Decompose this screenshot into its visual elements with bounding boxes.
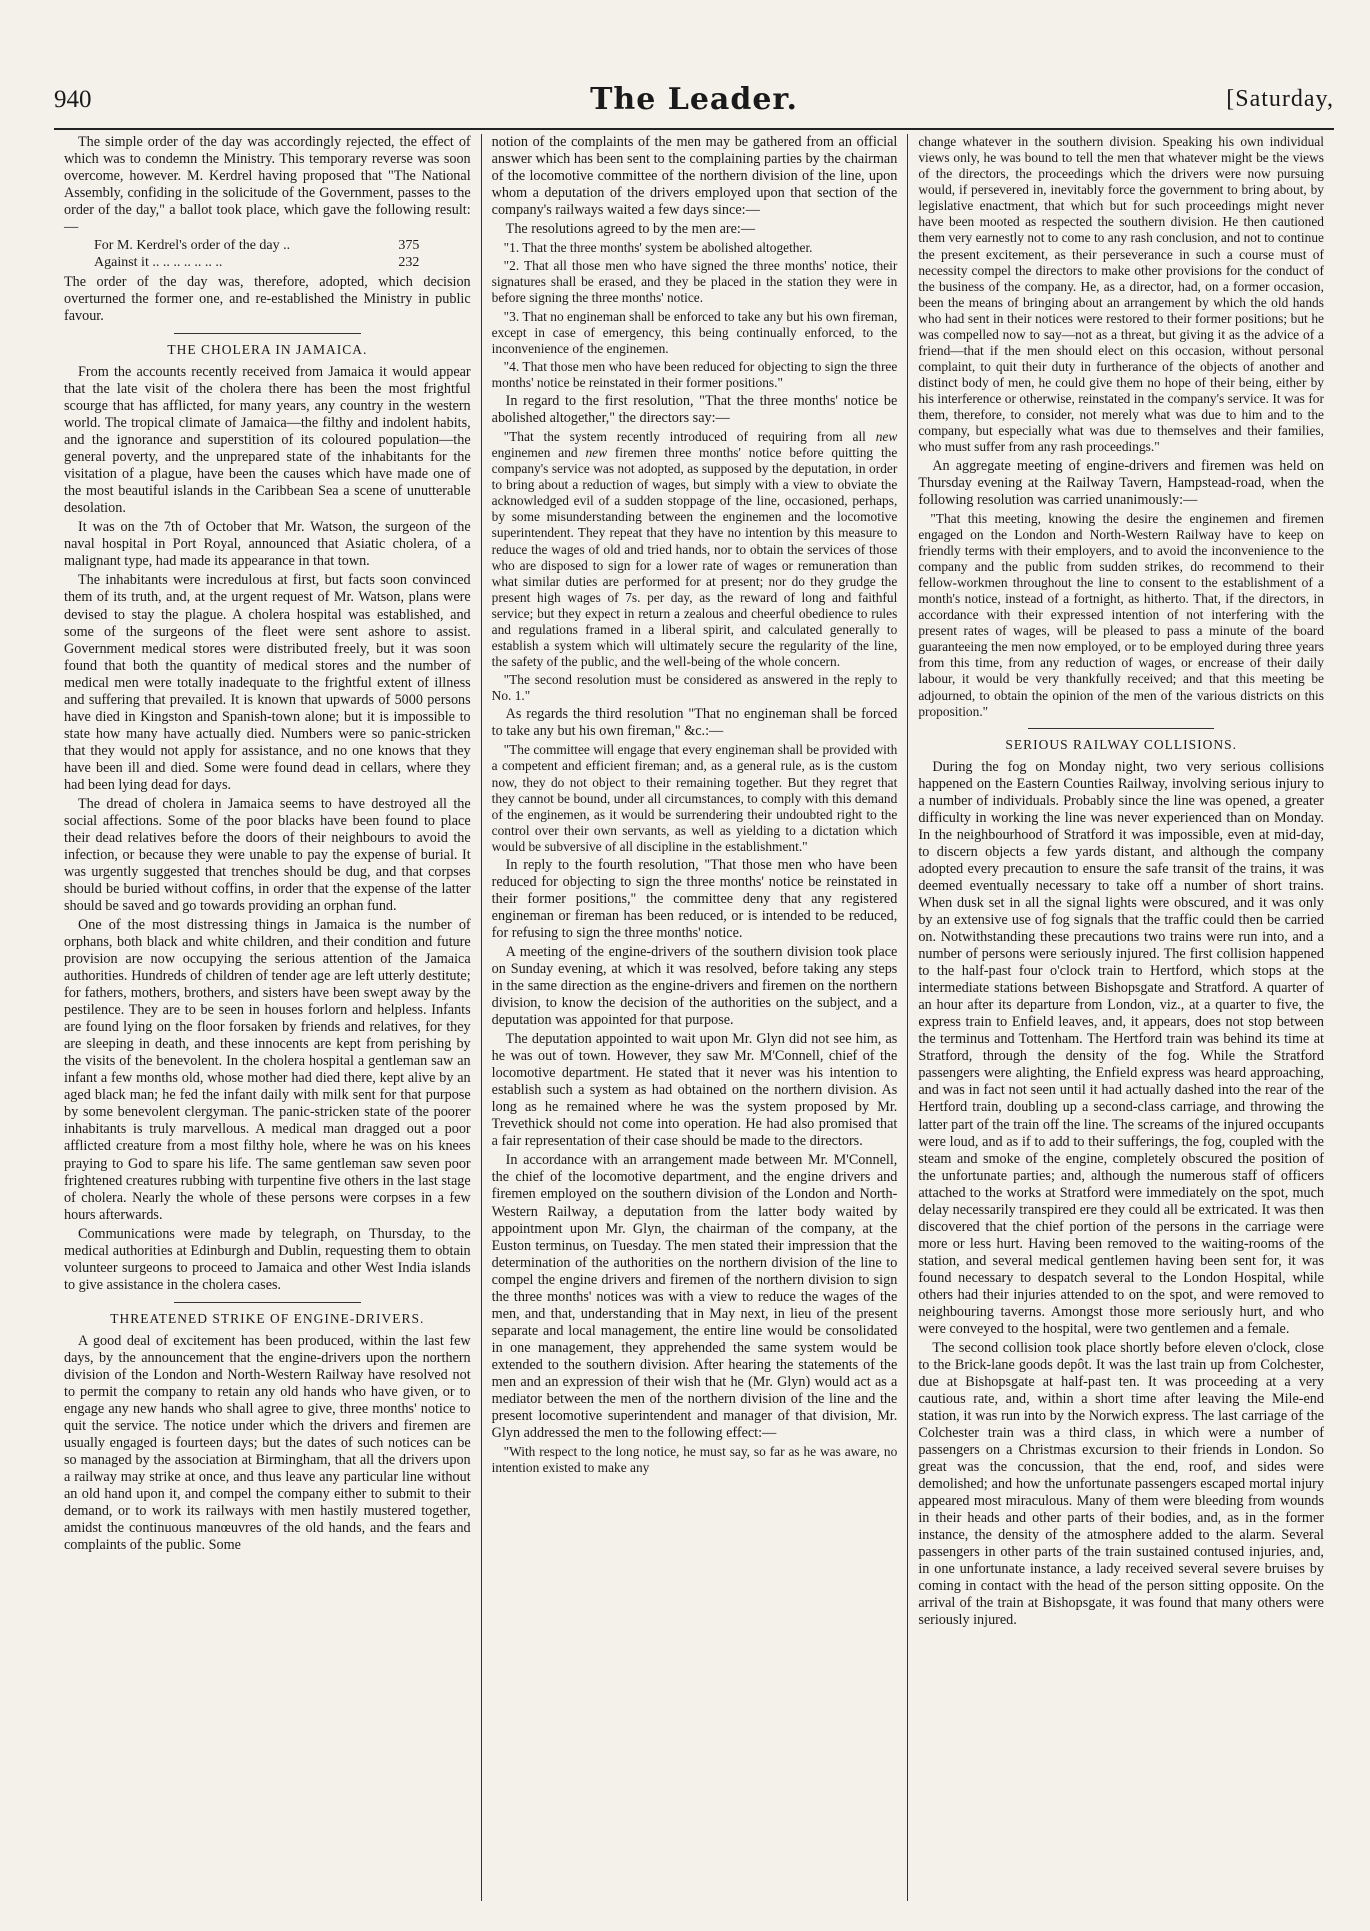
paragraph: The second collision took place shortly before eleven o'clock, close to the Brick-lane goods depôt. It was the last train up from Colchester, due at Bishopsgate at half-past ten. It was proceeding at a very cautious rate, and, within a short time after leaving the Mile-end station, it was run into by the Norwich express. The last carriage of the Colchester train was a third class, in which were a number of passengers on a Christmas excursion to their friends in London. So great was the concussion, that the end, roof, and sides were demolished; and how the unfortunate passengers escaped mortal injury appeared most miraculous. Many of them were bleeding from wounds in their heads and other parts of their bodies, and, as in the former instance, the density of the atmosphere added to the alarm. Several passengers in other parts of the train sustained contused injuries, and, in one unfortunate instance, a lady received several severe bruises by coming in contact with the head of the person sitting opposite. On the arrival of the train at Bishopsgate, it was found that many others were seriously injured. bbox=[918, 1339, 1324, 1629]
resolution-1: "1. That the three months' system be abolished altogether. bbox=[503, 240, 813, 256]
page-header bbox=[54, 82, 1334, 126]
paragraph: The deputation appointed to wait upon Mr. Glyn did not see him, as he was out of town. However, they saw Mr. M'Connell, chief of the locomotive department. He stated that it never was his intention to establish such a system as had obtained on the northern division. As long as he remained where he was the system proposed by Mr. Trevethick should not come into operation. He had also promised that a fair representation of their case should be made to the directors. bbox=[491, 1031, 898, 1150]
committee-reply: "The committee will engage that every engineman shall be provided with a competent and efficient fireman; and, as a general rule, as is the custom now, they do not object to their remaining together. But they regret that they cannot be bound, under all circumstances, to comply with this demand of the enginemen, as it would be surrendering their undoubted right to the control over their own servants, as well as yielding to a dictation which would be subversive of all discipline in the establishment." bbox=[491, 742, 898, 854]
quote-emphasis: new bbox=[585, 445, 608, 461]
masthead-title: The Leader. bbox=[590, 82, 798, 117]
quote-emphasis: new bbox=[875, 428, 898, 444]
glyn-address: "With respect to the long notice, he must say, so far as he was aware, no intention existed to make any bbox=[491, 1443, 898, 1476]
glyn-address-continued: change whatever in the southern division. Speaking his own individual views only, he was bound to tell the men that whatever might be the views of the directors, the proceedings which the drivers were now pursuing would, if persevered in, inevitably force the government to bring about, by legislative enactment, that which but for such proceedings might never have been mooted as respected the southern division. He then cautioned them very earnestly not to come to any rash conclusion, and not to continue the present excitement, as their perseverance in such a course must of necessity compel the directors to make other provisions for the conduct of the business of the company. He, as a director, had, on a former occasion, been the means of bringing about an arrangement by which the old hands who had sent in their notices were restored to their former positions; but he was compelled now to say—not as a threat, but giving it as the advice of a friend—that if the men should elect on this occasion, without personal complaint, to quit their duty in furtherance of the objects of another and distinct body of men, he could give them no hope of their being, either by his interference or otherwise, reinstated in the company's service. It was for them, therefore, to consider, not merely what was due to him and to the company, but especially what was due to themselves and their families, who must suffer from any rash proceedings." bbox=[918, 134, 1324, 455]
ballot-value: 375 bbox=[398, 238, 420, 254]
paragraph: In accordance with an arrangement made between Mr. M'Connell, the chief of the locomotive department, and the engine drivers and firemen employed on the southern division of the London and North-Western Railway, a deputation from the latter body waited by appointment upon Mr. Glyn, the chairman of the company, at the Euston terminus, on Tuesday. The men stated their impression that the determination of the authorities on the northern division of the line to compel the engine drivers and firemen of the northern division to sign the three months' notices was with a view to reduce the wages of the men, and that, understanding that in May next, in lieu of the present separate and local management, the entire line would be consolidated in one management, they apprehended the same system would be extended to the southern division. After hearing the statements of the men and an expression of their wish that he (Mr. Glyn) would act as a mediator between the men of the northern division of the line and the present locomotive superintendent and manager of that division, Mr. Glyn addressed the men to the following effect:— bbox=[491, 1152, 898, 1441]
ballot-label: Against it .. .. .. .. .. .. .. bbox=[94, 254, 223, 270]
paragraph: In regard to the first resolution, "That the three months' notice be abolished altogether," the directors say:— bbox=[491, 392, 898, 426]
ballot-value: 232 bbox=[398, 254, 420, 270]
paragraph: As regards the third resolution "That no engineman shall be forced to take any but his own fireman," &c.:— bbox=[491, 706, 898, 740]
divider bbox=[174, 1302, 361, 1303]
ballot-label: For M. Kerdrel's order of the day .. bbox=[94, 238, 291, 254]
directors-reply-1 bbox=[492, 429, 898, 670]
paragraph: In reply to the fourth resolution, "That those men who have been reduced for objecting to sign the three months' notice be reinstated in their former positions," the committee deny that any registered engineman or fireman has been reduced, or is intended to be reduced, for refusing to sign the three months' notice. bbox=[491, 856, 898, 942]
paragraph: The dread of cholera in Jamaica seems to have destroyed all the social affections. Some of the poor blacks have been found to place their dead relatives before the doors of their neighbours to avoid the infection, or because they were unable to pay the expense of burial. It was urgently suggested that trenches should be dug, and that corpses should be buried without coffins, in order that the expense of the latter should be saved and go towards providing an orphan fund. bbox=[64, 795, 471, 915]
paragraph: Communications were made by telegraph, on Thursday, to the medical authorities at Edinburgh and Dublin, requesting them to obtain volunteer surgeons to proceed to Jamaica and other West India islands to give assistance in the cholera cases. bbox=[64, 1225, 471, 1293]
header-rule bbox=[54, 128, 1334, 130]
heading-cholera: THE CHOLERA IN JAMAICA. bbox=[167, 341, 368, 357]
paragraph: One of the most distressing things in Jamaica is the number of orphans, both black and white children, and their condition and future provision are now occupying the serious attention of the Jamaica authorities. Hundreds of children of tender age are left utterly destitute; for fathers, mothers, brothers, and sisters have been swept away by the pestilence. They are to be seen in houses forlorn and helpless. Infants are found lying on the floor forsaken by friends and relatives, for they are sleeping in death, and these innocents are kept from perishing by the visits of the benevolent. In the cholera hospital a gentleman saw an infant a few months old, whose mother had died there, kept alive by an aged black man; he fed the infant daily with milk sent for that purpose by some benevolent clergyman. The panic-stricken state of the poorer inhabitants is truly marvellous. A medical man dragged out a poor afflicted creature from a most filthy hole, where he was on his knees praying to God to spare his life. The same gentleman saw seven poor frightened creatures rubbing with turpentine five others in the last stage of cholera. Nearly the whole of these persons were corpses in a few hours afterwards. bbox=[64, 917, 471, 1223]
article-columns bbox=[54, 134, 1334, 1901]
column-1 bbox=[54, 134, 481, 1901]
header-day: [Saturday, bbox=[1226, 86, 1334, 112]
paragraph: A good deal of excitement has been produced, within the last few days, by the announcement that the engine-drivers upon the northern division of the London and North-Western Railway have resolved not to permit the company to retain any old hands who have given, or to engage any new hands who shall agree to give, three months' notice to quit the service. The notice under which the drivers and firemen are usually engaged is fourteen days; but the dates of such notices can be so managed by the association at Birmingham, that all the drivers upon a railway may strike at once, and thus leave any particular line without an old hand upon it, and compel the company either to submit to their demand, or to work its railways with men hastily mustered together, amidst the continuous manœuvres of the old hands, and the fears and complaints of the public. Some bbox=[64, 1332, 471, 1554]
divider bbox=[1028, 728, 1215, 729]
directors-reply-2: "The second resolution must be considered as answered in the reply to No. 1." bbox=[491, 672, 898, 704]
meeting-resolution: "That this meeting, knowing the desire the enginemen and firemen engaged on the London and North-Western Railway have to keep on friendly terms with their employers, and to avoid the inconvenience to the company and the public from sudden strikes, do recommend to their fellow-workmen throughout the line to consent to the establishment of a month's notice, instead of a fortnight, as hitherto. That, if the directors, in accordance with their expressed intention of not interfering with the present rates of wages, will be pleased to pass a minute of the board guaranteeing the men now employed, or to be employed during three years from this time, from any reduction of wages, or encrease of their daily labour, it would be very thankfully received; and that this meeting be adjourned, to obtain the opinion of the men of the various districts on this proposition." bbox=[918, 510, 1324, 719]
paragraph: A meeting of the engine-drivers of the southern division took place on Sunday evening, at which it was resolved, before taking any steps in the same direction as the engine-drivers and firemen on the northern division, to know the decision of the authorities on the subject, and a deputation was appointed for that purpose. bbox=[491, 944, 898, 1029]
ballot-row-for bbox=[94, 238, 419, 255]
paragraph: The resolutions agreed to by the men are:— bbox=[505, 221, 756, 238]
quote-text: enginemen and bbox=[491, 445, 586, 461]
paragraph: The inhabitants were incredulous at first, but facts soon convinced them of its truth, and, at the urgent request of Mr. Watson, plans were devised to stay the plague. A cholera hospital was established, and some of the surgeons of the fleet were sent ashore to assist. Government medical stores were distributed freely, but it was soon found that both the quantity of medical stores and the number of medical men were totally inadequate to the frightful extent of illness and suffering that prevailed. It is known that upwards of 5000 persons have died in Kingston and Spanish-town alone; but it is impossible to state how many have actually died. Numbers were so panic-stricken that they would not apply for assistance, and no one knows that they have been ill and died. Some were found dead in cellars, where they had been lying dead for days. bbox=[64, 572, 471, 793]
column-3 bbox=[907, 134, 1334, 1901]
paragraph: An aggregate meeting of engine-drivers and firemen was held on Thursday evening at the Railway Tavern, Hampstead-road, when the following resolution was carried unanimously:— bbox=[918, 457, 1324, 508]
ballot-row-against bbox=[94, 255, 419, 272]
paragraph: From the accounts recently received from Jamaica it would appear that the late visit of the cholera there has been the most frightful scourge that has afflicted, for many years, any country in the western world. The tropical climate of Jamaica—the filthy and indolent habits, and the ignorance and superstition of its coloured population—the general poverty, and the unprepared state of the inhabitants for the visitation of a plague, have been the causes which have made one of the most beautiful islands in the Caribbean Sea a scene of unutterable desolation. bbox=[64, 364, 471, 517]
quote-text: firemen three months' notice before quitting the company's service was not adopted, as supposed by the deputation, in order to bring about a reduction of wages, but simply with a view to obviate the acknowledged evil of a sudden stoppage of the line, occasioned, perhaps, by some misunderstanding between the enginemen and the locomotive superintendent. They repeat that they have no intention by this measure to reduce the wages of old and tried hands, nor to obtain the services of those who are disposed to sign for a lower rate of wages or remuneration than what similar duties are performed for at present; nor do they grudge the present high wages of 7s. per day, as the reward of long and faithful service; but they expect in return a zealous and cheerful obedience to rules and regulations framed in a liberal spirit, and calculated generally to establish a system which will ultimately secure the regularity of the line, the safety of the public, and the well-being of the whole concern. bbox=[491, 445, 898, 670]
paragraph: The simple order of the day was accordingly rejected, the effect of which was to condemn the Ministry. This temporary reverse was soon overcome, however. M. Kerdrel having proposed that "The National Assembly, confiding in the solicitude of the Government, passes to the order of the day," a ballot took place, which gave the following result:— bbox=[64, 134, 471, 236]
paragraph: During the fog on Monday night, two very serious collisions happened on the Eastern Counties Railway, involving serious injury to a number of individuals. Probably since the line was opened, a greater difficulty in working the line was never experienced than on Monday. In the neighbourhood of Stratford it was impossible, even at mid-day, to discern objects a few yards distant, and although the company adopted every precaution to ensure the safe transit of the trains, it was deemed eventually necessary to take off a number of short trains. When dusk set in all the signal lights were obscured, and it was only by an extensive use of fog signals that the traffic could then be carried on. Notwithstanding these precautions two trains were run into, and a number of persons were seriously injured. The first collision happened to the half-past four o'clock train to Hertford, which stops at the intermediate stations between Bishopsgate and Stratford. A quarter of an hour after its departure from London, viz., at a quarter to five, the express train to Enfield leaves, and, it appears, does not stop between the terminus and Tottenham. The Hertford train was behind its time at Stratford, through the density of the fog. While the Stratford passengers were alighting, the Enfield express was heard approaching, and was in fact not seen until it had actually dashed into the rear of the Hertford train, doubling up a second-class carriage, and throwing the latter part of the train off the line. The screams of the injured occupants were loud, and as if to add to their sufferings, the fog, coupled with the steam and smoke of the engine, completely obscured the position of the unfortunate parties; and, although the numerous staff of officers attached to the works at Stratford were immediately on the spot, much delay necessarily transpired ere they could all be extricated. It was then discovered that the chief portion of the persons in the carriage were more or less hurt. Having been removed to the waiting-rooms of the station, and several medical gentlemen having been sent for, it was found necessary to despatch several to the London Hospital, while others had their injuries attended to on the spot, and were removed to neighbouring taverns. Amongst those more seriously hurt, and who were conveyed to the hospital, were two gentlemen and a female. bbox=[918, 758, 1324, 1337]
resolution-3: "3. That no engineman shall be enforced to take any but his own fireman, except in case of emergency, this being continually enforced, to the inconvenience of the enginemen. bbox=[491, 308, 898, 356]
page-number: 940 bbox=[54, 86, 92, 113]
divider bbox=[174, 333, 361, 334]
heading-strike: THREATENED STRIKE OF ENGINE-DRIVERS. bbox=[110, 1310, 425, 1326]
quote-text: "That the system recently introduced of requiring from all bbox=[503, 428, 876, 444]
paragraph: notion of the complaints of the men may be gathered from an official answer which has been sent to the complaining parties by the chairman of the locomotive committee of the northern division of the line, upon whom a deputation of the drivers employed upon that section of the company's railways waited a few days since:— bbox=[491, 134, 898, 219]
paragraph: The order of the day was, therefore, adopted, which decision overturned the former one, and re-established the Ministry in public favour. bbox=[64, 273, 471, 324]
resolution-2: "2. That all those men who have signed the three months' notice, their signatures shall be erased, and they be placed in the station they were in before signing the three months' notice. bbox=[491, 258, 898, 306]
heading-railway-collisions: SERIOUS RAILWAY COLLISIONS. bbox=[1005, 736, 1237, 752]
ballot-result bbox=[94, 238, 419, 272]
paragraph: It was on the 7th of October that Mr. Watson, the surgeon of the naval hospital in Port Royal, announced that Asiatic cholera, of a malignant type, had made its appearance in that town. bbox=[64, 519, 471, 570]
column-2 bbox=[481, 134, 908, 1901]
resolution-4: "4. That those men who have been reduced for objecting to sign the three months' notice be reinstated in their former positions." bbox=[491, 358, 898, 390]
